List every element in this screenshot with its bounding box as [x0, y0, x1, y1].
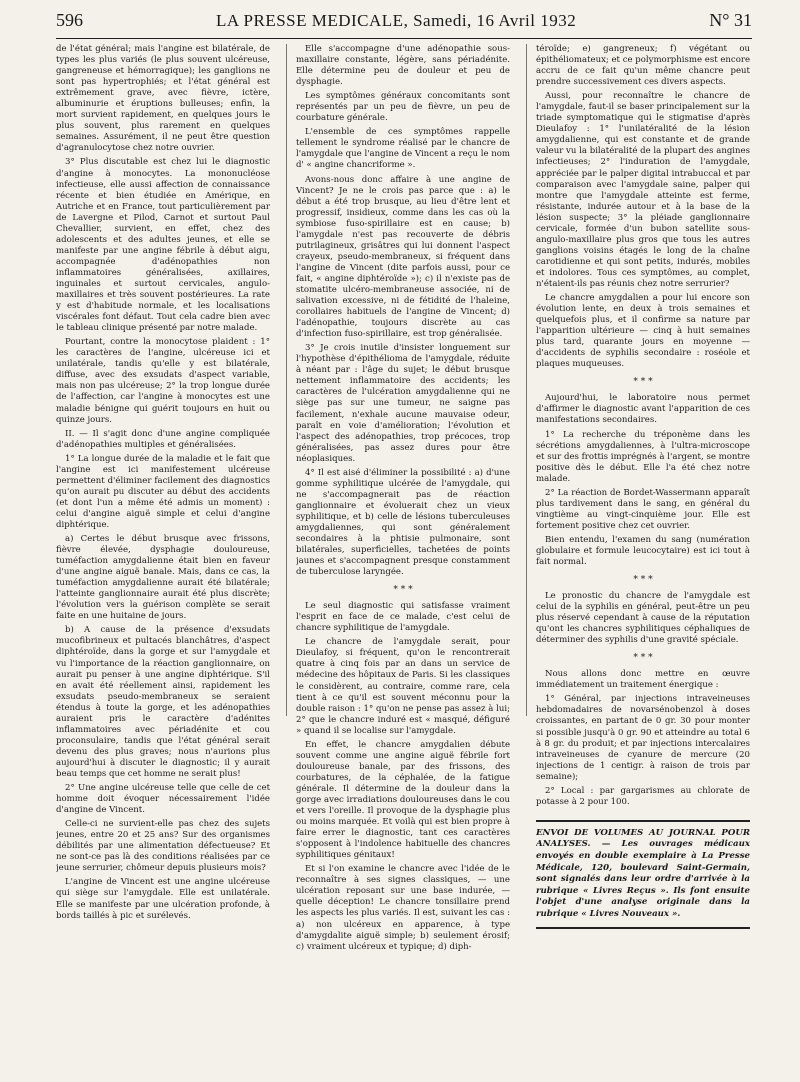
paragraph: Bien entendu, l'examen du sang (numération globulaire et formule leucocytaire) est ici tout à fait normal. [536, 534, 750, 568]
announcement-box: ENVOI DE VOLUMES AU JOURNAL POUR ANALYSES. — Les ouvrages médicaux envoyés en double exemplaire à La Presse Médicale, 120, boulevard Saint-Germain, sont signalés dans leur ordre d'arrivée à la rubrique « Livres Reçus ». Ils font ensuite l'objet d'une analyse originale dans la rubrique « Livres Nouveaux ». [536, 820, 750, 929]
column-2 [296, 44, 510, 1074]
paragraph: Aujourd'hui, le laboratoire nous permet d'affirmer le diagnostic avant l'apparition de ces manifestations secondaires. [536, 393, 750, 426]
paragraph: 1° Général, par injections intraveineuses hebdomadaires de novarsénobenzol à doses croissantes, en partant de 0 gr. 30 pour monter si possible jusqu'à 0 gr. 90 et atteindre au total 6 à 8 gr. du produit; et par injections intercalaires intraveineuses de cyanure de mercure (20 injections de 1 centigr. à raison de trois par semaine); [536, 694, 750, 782]
page-header [56, 10, 752, 36]
section-separator: * * * [393, 585, 413, 596]
paragraph: Les symptômes généraux concomitants sont représentés par un peu de fièvre, un peu de courbature générale. [296, 91, 510, 124]
paragraph: Elle s'accompagne d'une adénopathie sous-maxillaire constante, légère, sans périadénite. Elle détermine peu de douleur et peu de dysphagie. [296, 44, 510, 88]
header-rule [56, 38, 752, 39]
paragraph: 1° La longue durée de la maladie et le fait que l'angine est ici manifestement ulcéreuse permettent d'éliminer facilement des diagnostics qu'on aurait pu discuter au début des accidents (et dont l'un a même été admis un moment) : celui d'angine aiguë simple et celui d'angine diphtérique. [56, 453, 270, 530]
paragraph: 3° Plus discutable est chez lui le diagnostic d'angine à monocytes. La mononucléose infectieuse, elle aussi affection de connaissance récente et bien étudiée en Amérique, en Autriche et en France, tout particulièrement par de Lavergne et Pilod, Carnot et surtout Paul Chevallier, survient, en effet, chez des adolescents et des adultes jeunes, et elle se manifeste par une angine fébrile à début aigu, accompagnée d'adénopathies non inflammatoires généralisées, axillaires, inguinales et surtout cervicales, angulo-maxillaires et très souvent postérieures. La rate y est d'habitude normale, et les localisations viscérales font défaut. Tout cela cadre bien avec le tableau clinique présenté par notre malade. [56, 157, 270, 334]
paragraph: L'ensemble de ces symptômes rappelle tellement le syndrome réalisé par le chancre de l'amygdale que l'angine de Vincent a reçu le nom d' « angine chancriforme ». [296, 127, 510, 171]
paragraph: 2° Local : par gargarismes au chlorate de potasse à 2 pour 100. [536, 785, 750, 807]
journal-title: LA PRESSE MEDICALE, Samedi, 16 Avril 1932 [216, 11, 577, 30]
paragraph: Celle-ci ne survient-elle pas chez des sujets jeunes, entre 20 et 25 ans? Sur des organismes débilités par une alimentation défectueuse? Et ne sont-ce pas là des conditions réalisées par ce jeune serrurier, chômeur depuis plusieurs mois? [56, 819, 270, 874]
paragraph: Avons-nous donc affaire à une angine de Vincent? Je ne le crois pas parce que : a) le début a été trop brusque, au lieu d'être lent et progressif, insidieux, comme dans les cas où la symbiose fuso-spirillaire est en cause; b) l'amygdale n'est pas recouverte de débris putrilagineux, grisâtres qui lui donnent l'aspect crayeux, pseudo-membraneux, si fréquent dans l'angine de Vincent (dite parfois aussi, pour ce fait, « angine diphtéroïde »); c) il n'existe pas de stomatite ulcéro-membraneuse associée, ni de salivation excessive, ni de fétidité de l'haleine, corollaires habituels de l'angine de Vincent; d) l'adénopathie, toujours discrète au cas d'infection fuso-spirillaire, est trop généralisée. [296, 174, 510, 340]
paragraph: Le chancre de l'amygdale serait, pour Dieulafoy, si fréquent, qu'on le rencontrerait quatre à cinq fois par an dans un service de médecine des hôpitaux de Paris. Si les classiques le considèrent, au contraire, comme rare, cela tient à ce qu'il est souvent méconnu pour la double raison : 1° qu'on ne pense pas assez à lui; 2° que le chancre induré est « masqué, défiguré » quand il se localise sur l'amygdale. [296, 637, 510, 736]
paragraph: téroïde; e) gangreneux; f) végétant ou épithéliomateux; et ce polymorphisme est encore accru de ce fait qu'un même chancre peut prendre successivement ces divers aspects. [536, 44, 750, 88]
paragraph: b) A cause de la présence d'exsudats mucofibrineux et pultacés blanchâtres, d'aspect diphtéroïde, dans la gorge et sur l'amygdale et vu l'importance de la réaction ganglionnaire, on aurait pu penser à une angine diphtérique. S'il en avait été réellement ainsi, rapidement les exsudats pseudo-membraneux se seraient étendus à toute la gorge, et les adénopathies auraient pris le caractère d'adénites inflammatoires avec périadénite et cou proconsulaire, tandis que l'état général serait devenu des plus graves; nous n'aurions plus aujourd'hui à discuter le diagnostic; il y aurait beau temps que cet homme ne serait plus! [56, 625, 270, 779]
paragraph: Le pronostic du chancre de l'amygdale est celui de la syphilis en général, peut-être un peu plus réservé cependant à cause de la réputation qu'ont les chancres syphilitiques céphaliques de déterminer des syphilis d'une gravité spéciale. [536, 591, 750, 646]
paragraph: 2° La réaction de Bordet-Wassermann apparaît plus tardivement dans le sang, en général du vingtième au vingt-cinquième jour. Elle est fortement positive chez cet ouvrier. [536, 487, 750, 531]
paragraph: En effet, le chancre amygdalien débute souvent comme une angine aiguë fébrile fort douloureuse banale, par des frissons, des courbatures, de la céphalée, de la fatigue générale. Il détermine de la douleur dans la gorge avec irradiations douloureuses dans le cou et vers l'oreille. Il provoque de la dysphagie plus ou moins marquée. Et voilà qui est bien propre à faire errer le diagnostic, tant ces caractères s'opposent à l'indolence habituelle des chancres syphilitiques génitaux! [296, 739, 510, 861]
paragraph: Nous allons donc mettre en œuvre immédiatement un traitement énergique : [536, 669, 750, 691]
page-number: 596 [56, 10, 83, 30]
section-separator: * * * [633, 377, 653, 388]
paragraph: Aussi, pour reconnaître le chancre de l'amygdale, faut-il se baser principalement sur la triade symptomatique qui le stigmatise d'après Dieulafoy : 1° l'unilatéralité de la lésion amygdalienne, qui est constante et de grande valeur vu la bilatéralité de la plupart des angines infectieuses; 2° l'induration de l'amygdale, appréciée par le palper digital intrabuccal et par comparaison avec l'amygdale saine, palper qui montre que l'amygdale atteinte est ferme, résistante, indurée autour et à la base de la lésion suspecte; 3° la pléiade ganglionnaire cervicale, formée d'un bubon satellite sous-angulo-maxillaire plus gros que tous les autres ganglions voisins étagés le long de la chaîne carotidienne et qui sont petits, indurés, mobiles et indolores. Tous ces symptômes, au complet, n'étaient-ils pas réunis chez notre serrurier? [536, 91, 750, 289]
paragraph: a) Certes le début brusque avec frissons, fièvre élevée, dysphagie douloureuse, tuméfaction amygdalienne était bien en faveur d'une angine aiguë banale. Mais, dans ce cas, la tuméfaction amygdalienne aurait été bilatérale; l'atteinte ganglionnaire aurait été plus discrète; l'évolution vers la guérison complète se serait faite en une huitaine de jours. [56, 534, 270, 622]
section-separator: * * * [633, 575, 653, 586]
paragraph: Et si l'on examine le chancre avec l'idée de le reconnaître à ses signes classiques, — une ulcération reposant sur une base indurée, — quelle déception! Le chancre tonsillaire prend les aspects les plus variés. Il est, suivant les cas : a) non ulcéreux en apparence, à type d'amygdalite aiguë simple; b) seulement érosif; c) vraiment ulcéreux et typique; d) diph- [296, 864, 510, 952]
paragraph: 3° Je crois inutile d'insister longuement sur l'hypothèse d'épithélioma de l'amygdale, réduite à néant par : l'âge du sujet; le début brusque nettement inflammatoire des accidents; les caractères de l'ulcération amygdalienne qui ne siège pas sur une tumeur, ne saigne pas facilement, n'exhale aucune mauvaise odeur, paraît en voie d'amélioration; l'évolution et l'aspect des adénopathies, trop précoces, trop généralisées, pas assez dures pour être néoplasiques. [296, 343, 510, 464]
paragraph: de l'état général; mais l'angine est bilatérale, de types les plus variés (le plus souvent ulcéreuse, gangreneuse et hémorragique); les ganglions ne sont pas hypertrophiés; et l'état général est extrêmement grave, avec fièvre, ictère, albuminurie et éruptions bulleuses; enfin, la mort survient rapidement, en quelques jours le plus souvent, plus rarement en quelques semaines. Assurément, il ne peut être question d'agranulocytose chez notre ouvrier. [56, 44, 270, 154]
paragraph: 1° La recherche du tréponème dans les sécrétions amygdaliennes, à l'ultra-microscope et sur des frottis imprégnés à l'argent, se montre positive dès le début. Elle l'a été chez notre malade. [536, 429, 750, 484]
column-divider [286, 44, 287, 716]
paragraph: Le chancre amygdalien a pour lui encore son évolution lente, en deux à trois semaines et quelquefois plus, et il confirme sa nature par l'apparition ultérieure — cinq à huit semaines plus tard, quarante jours en moyenne — d'accidents de syphilis secondaire : roséole et plaques muqueuses. [536, 293, 750, 370]
column-1 [56, 44, 270, 1074]
section-heading: II. — Il s'agit donc d'une angine compliquée d'adénopathies multiples et généralisées. [56, 428, 270, 450]
column-divider [526, 44, 527, 716]
paragraph: Le seul diagnostic qui satisfasse vraiment l'esprit en face de ce malade, c'est celui de chancre syphilitique de l'amygdale. [296, 601, 510, 634]
paragraph: Pourtant, contre la monocytose plaident : 1° les caractères de l'angine, ulcéreuse ici et unilatérale, tandis qu'elle y est bilatérale, diffuse, avec des exsudats d'aspect variable, mais non pas ulcéreuse; 2° la trop longue durée de l'affection, car l'angine à monocytes est une maladie bénigne qui guérit toujours en huit ou quinze jours. [56, 337, 270, 425]
issue-number: N° 31 [709, 10, 752, 30]
paragraph: L'angine de Vincent est une angine ulcéreuse qui siège sur l'amygdale. Elle est unilatérale. Elle se manifeste par une ulcération profonde, à bords taillés à pic et surélevés. [56, 877, 270, 921]
section-separator: * * * [633, 653, 653, 664]
paragraph: 2° Une angine ulcéreuse telle que celle de cet homme doit évoquer nécessairement l'idée d'angine de Vincent. [56, 783, 270, 816]
column-3 [536, 44, 750, 1074]
paragraph: 4° Il est aisé d'éliminer la possibilité : a) d'une gomme syphilitique ulcérée de l'amygdale, qui ne s'accompagnerait pas de réaction ganglionnaire et évoluerait chez un vieux syphilitique, et b) celle de lésions tuberculeuses amygdaliennes, qui sont généralement secondaires à la phtisie pulmonaire, sont bilatérales, superficielles, tachetées de points jaunes et s'accompagnent presque constamment de tuberculose laryngée. [296, 467, 510, 578]
